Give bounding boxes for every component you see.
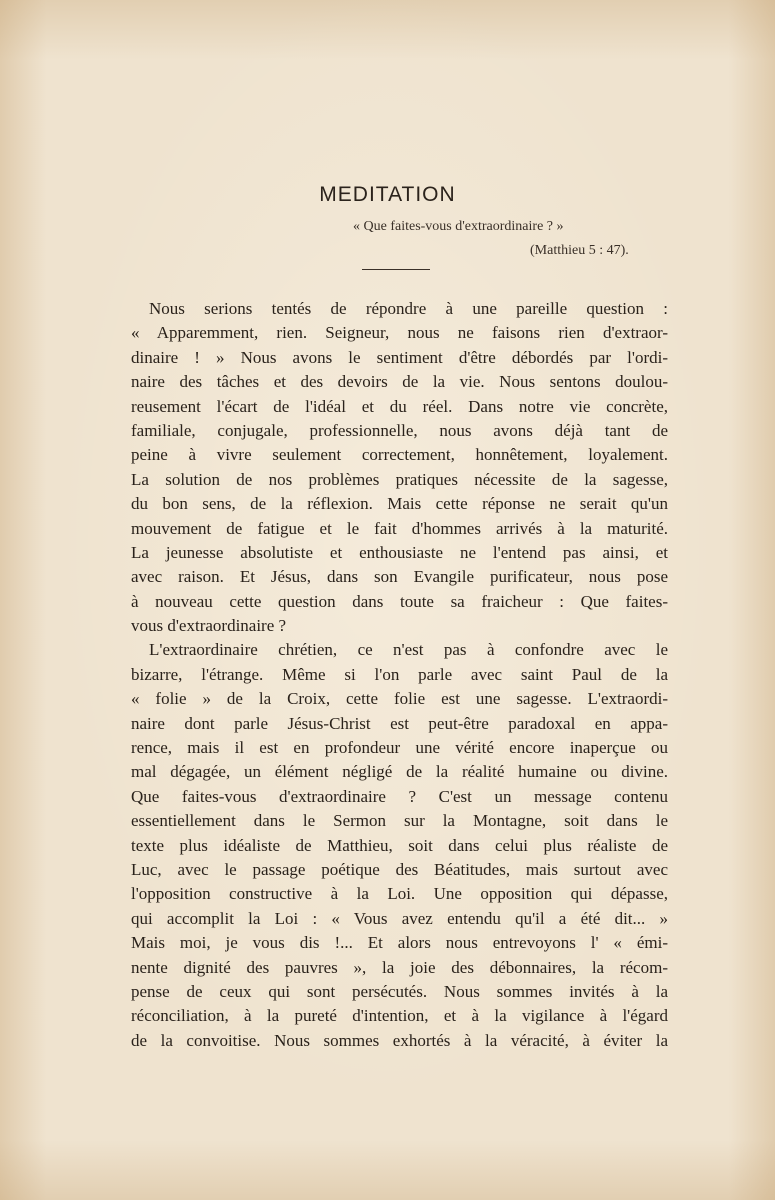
text-line: naire dont parle Jésus-Christ est peut-être paradoxal en appa- bbox=[131, 713, 668, 733]
text-line: « Apparemment, rien. Seigneur, nous ne faisons rien d'extraor- bbox=[131, 323, 668, 343]
text-line: bizarre, l'étrange. Même si l'on parle avec saint Paul de la bbox=[131, 664, 668, 684]
title-divider bbox=[362, 269, 430, 270]
text-line: Nous serions tentés de répondre à une pareille question : bbox=[149, 299, 668, 318]
text-line: l'opposition constructive à la Loi. Une opposition qui dépasse, bbox=[131, 884, 668, 904]
text-line: Que faites-vous d'extraordinaire ? C'est un message contenu bbox=[131, 786, 668, 806]
text-line: à nouveau cette question dans toute sa fraicheur : Que faites- bbox=[131, 591, 668, 611]
text-line: vous d'extraordinaire ? bbox=[131, 616, 287, 636]
text-line: Mais moi, je vous dis !... Et alors nous entrevoyons l' « émi- bbox=[131, 933, 668, 953]
text-line: L'extraordinaire chrétien, ce n'est pas à confondre avec le bbox=[149, 640, 668, 660]
body-text bbox=[131, 297, 668, 1053]
text-line: avec raison. Et Jésus, dans son Evangile purificateur, nous pose bbox=[131, 567, 668, 587]
text-line: réconciliation, à la pureté d'intention, et à la vigilance à l'égard bbox=[131, 1006, 668, 1026]
text-line: mouvement de fatigue et le fait d'hommes arrivés à la maturité. bbox=[131, 518, 668, 538]
text-line: mal dégagée, un élément négligé de la réalité humaine ou divine. bbox=[131, 762, 668, 782]
text-line: « folie » de la Croix, cette folie est une sagesse. L'extraordi- bbox=[131, 689, 668, 709]
text-line: naire des tâches et des devoirs de la vie. Nous sentons doulou- bbox=[131, 372, 668, 392]
text-line: La jeunesse absolutiste et enthousiaste ne l'entend pas ainsi, et bbox=[131, 542, 668, 562]
text-line: essentiellement dans le Sermon sur la Montagne, soit dans le bbox=[131, 811, 668, 831]
text-line: de la convoitise. Nous sommes exhortés à la véracité, à éviter la bbox=[131, 1030, 668, 1050]
text-line: nente dignité des pauvres », la joie des débonnaires, la récom- bbox=[131, 957, 668, 977]
text-line: rence, mais il est en profondeur une vérité encore inaperçue ou bbox=[131, 738, 668, 758]
epigraph-quote: « Que faites-vous d'extraordinaire ? » bbox=[353, 219, 564, 234]
text-line: familiale, conjugale, professionnelle, nous avons déjà tant de bbox=[131, 420, 668, 440]
text-line: dinaire ! » Nous avons le sentiment d'être débordés par l'ordi- bbox=[131, 347, 668, 367]
page-title: MEDITATION bbox=[319, 183, 456, 206]
text-line: pense de ceux qui sont persécutés. Nous sommes invités à la bbox=[131, 981, 668, 1001]
text-line: peine à vivre seulement correctement, honnêtement, loyalement. bbox=[131, 445, 668, 465]
text-line: reusement l'écart de l'idéal et du réel. Dans notre vie concrète, bbox=[131, 396, 668, 416]
paragraph bbox=[131, 297, 668, 638]
text-line: du bon sens, de la réflexion. Mais cette réponse ne serait qu'un bbox=[131, 494, 668, 514]
text-line: qui accomplit la Loi : « Vous avez entendu qu'il a été dit... » bbox=[131, 908, 668, 928]
text-line: La solution de nos problèmes pratiques nécessite de la sagesse, bbox=[131, 469, 668, 489]
text-line: Luc, avec le passage poétique des Béatitudes, mais surtout avec bbox=[131, 859, 668, 879]
text-line: texte plus idéaliste de Matthieu, soit dans celui plus réaliste de bbox=[131, 835, 668, 855]
paragraph bbox=[131, 638, 668, 1053]
epigraph-reference: (Matthieu 5 : 47). bbox=[530, 243, 629, 258]
